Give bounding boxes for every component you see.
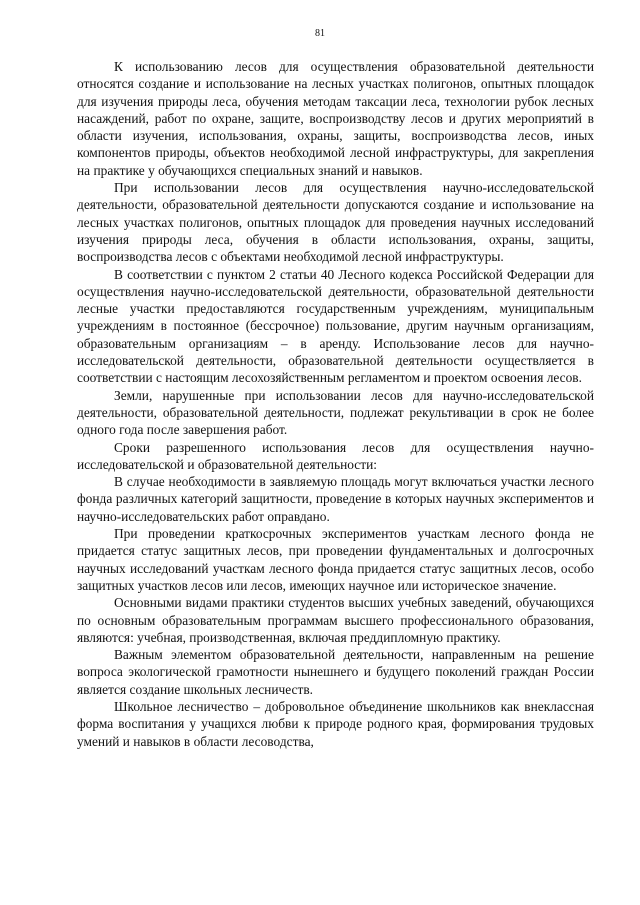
document-body bbox=[77, 58, 594, 750]
paragraph: При проведении краткосрочных экспериментов участкам лесного фонда не придается статус защитных лесов, при проведении фундаментальных и долгосрочных научных исследований участкам лесного фонда придается статус защитных лесов, особо защитных участков лесов или лесов, имеющих научное или историческое значение. bbox=[77, 526, 594, 593]
paragraph: Сроки разрешенного использования лесов для осуществления научно-исследовательской и образовательной деятельности: bbox=[77, 439, 594, 472]
paragraph: При использовании лесов для осуществления научно-исследовательской деятельности, образовательной деятельности допускаются создание и использование на лесных участках полигонов, опытных площадок для проведения научных исследований изучения природы леса, обучения в области использования, охраны, защиты, воспроизводства лесов с объектами необходимой лесной инфраструктуры. bbox=[77, 180, 594, 265]
paragraph: Важным элементом образовательной деятельности, направленным на решение вопроса экологической грамотности нынешнего и будущего поколений граждан России является создание школьных лесничеств. bbox=[77, 647, 594, 697]
paragraph: В соответствии с пунктом 2 статьи 40 Лесного кодекса Российской Федерации для осуществления научно-исследовательской деятельности, образовательной деятельности лесные участки предоставляются государственным учреждениям, муниципальным учреждениям в постоянное (бессрочное) пользование, другим научным организациям, образовательным организациям – в аренду. Использование лесов для научно-исследовательской деятельности, образовательной деятельности осуществляется в соответствии с настоящим лесохозяйственным регламентом и проектом освоения лесов. bbox=[77, 266, 594, 386]
paragraph: Земли, нарушенные при использовании лесов для научно-исследовательской деятельности, образовательной деятельности, подлежат рекультивации в срок не более одного года после завершения работ. bbox=[77, 387, 594, 438]
paragraph: Школьное лесничество – добровольное объединение школьников как внеклассная форма воспитания у учащихся любви к природе родного края, формирования трудовых умений и навыков в области лесоводства, bbox=[77, 698, 594, 749]
page-number: 81 bbox=[315, 28, 325, 39]
paragraph: В случае необходимости в заявляемую площадь могут включаться участки лесного фонда различных категорий защитности, проведение в которых научных экспериментов и научно-исследовательских работ оправдано. bbox=[77, 474, 594, 524]
paragraph: К использованию лесов для осуществления образовательной деятельности относятся создание и использование на лесных участках полигонов, опытных площадок для изучения природы леса, обучения методам таксации леса, технологии рубок лесных насаждений, работ по охране, защите, воспроизводству лесов и других мероприятий в области изучения, использования, охраны, защиты, воспроизводства лесов, иных компонентов природы, объектов необходимой лесной инфраструктуры, для закрепления на практике у обучающихся специальных знаний и навыков. bbox=[77, 59, 594, 178]
paragraph: Основными видами практики студентов высших учебных заведений, обучающихся по основным образовательным программам высшего профессионального образования, являются: учебная, производственная, включая преддипломную практику. bbox=[77, 595, 594, 645]
